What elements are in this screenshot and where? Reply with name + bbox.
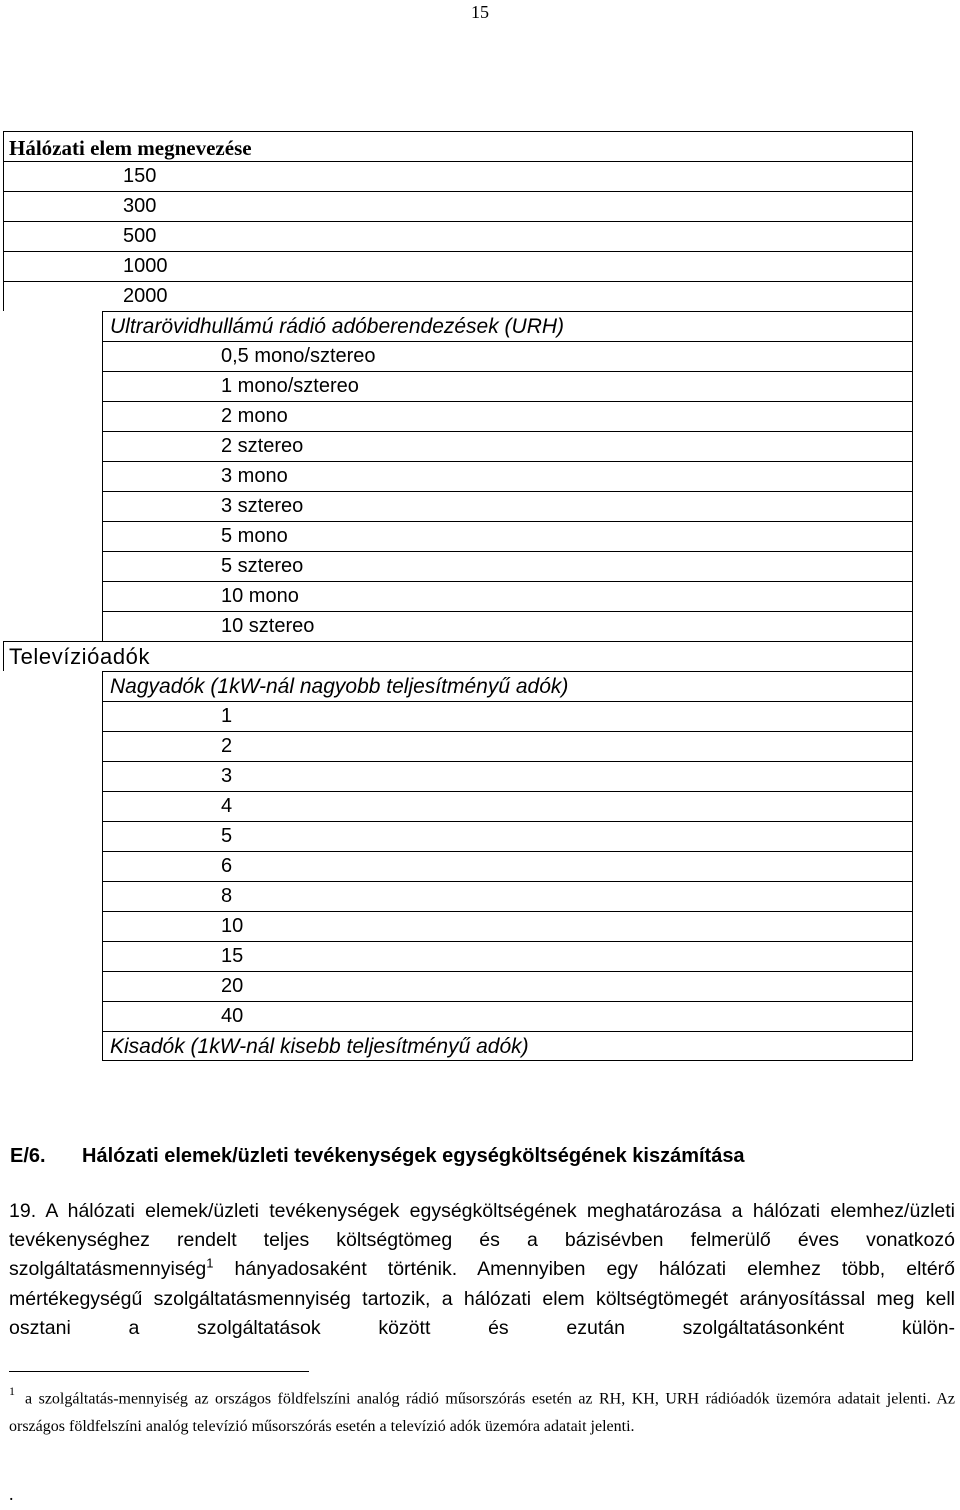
paragraph-text-start: 19. A hálózati elemek/üzleti tevékenységek egységköltségének meghatározása a hálózati elemhez/üzleti tevékenységhez rendelt teljes költségtömeg és a bázisévben felmerülő éves vonatkozó szolgáltatásmennyiség [9,1200,955,1281]
table-row [102,971,913,1001]
table-row [102,401,913,431]
table-cell: 1 [221,705,233,727]
table-cell: 3 mono [221,465,288,487]
table-cell: 20 [221,975,244,997]
table-row [102,731,913,761]
table-row [3,191,913,221]
table-cell: 5 mono [221,525,288,547]
table-row [102,431,913,461]
table-cell: 5 [221,825,233,847]
table-row [102,911,913,941]
table-row [102,611,913,641]
table-cell: 10 mono [221,585,299,607]
trailing-mark: . [9,1484,14,1504]
body-paragraph [9,1197,955,1343]
table-row [102,341,913,371]
table-row [3,161,913,191]
table-row [102,521,913,551]
table-row [3,281,913,311]
table-row [102,581,913,611]
table-cell: 1 mono/sztereo [221,375,359,397]
section-title: Hálózati elemek/üzleti tevékenységek egységköltségének kiszámítása [82,1145,745,1167]
page-number: 15 [471,2,489,22]
table-cell: 5 sztereo [221,555,304,577]
table-cell: 40 [221,1005,244,1027]
paragraph-text-end: hányadosaként történik. Amennyiben egy hálózati elemhez több, eltérő mértékegységű szolgáltatásmennyiség tartozik, a hálózati elem költségtömegét arányosítással meg kell osztani a szolgáltatások között és ezután szolgáltatásonként külön- [9,1258,955,1339]
table-cell: 4 [221,795,233,817]
table-row [102,1001,913,1031]
table-cell: 2 [221,735,233,757]
group-label: Ultrarövidhullámú rádió adóberendezések (URH) [110,315,565,338]
table-cell: 3 [221,765,233,787]
section-heading [10,1145,745,1168]
network-element-table [3,131,913,1061]
table-group-row [102,1031,913,1061]
table-row [102,821,913,851]
footnote-text: a szolgáltatás-mennyiség az országos földfelszíni analóg rádió műsorszórás esetén az RH, KH, URH rádióadók üzemóra adatait jelenti. Az országos földfelszíni analóg televízió műsorszórás esetén a televízió adók üzemóra adatait jelenti. [9,1390,955,1435]
table-cell: 300 [123,195,157,217]
table-cell: 15 [221,945,244,967]
table-section-row [3,641,913,671]
group-label: Kisadók (1kW-nál kisebb teljesítményű adók) [110,1035,529,1058]
footnote-reference[interactable]: 1 [206,1255,214,1271]
footnote-marker: 1 [9,1384,15,1398]
table-row [3,251,913,281]
table-cell: 10 sztereo [221,615,315,637]
table-cell: 3 sztereo [221,495,304,517]
table-row [102,371,913,401]
table-row [102,761,913,791]
table-header-label: Hálózati elem megnevezése [9,136,252,160]
section-label: Televízióadók [9,644,151,669]
table-cell: 500 [123,225,157,247]
table-cell: 150 [123,165,157,187]
table-cell: 2000 [123,285,168,307]
table-cell: 10 [221,915,244,937]
table-cell: 0,5 mono/sztereo [221,345,376,367]
table-row [102,791,913,821]
footnote-separator [9,1371,309,1372]
section-number: E/6. [10,1145,46,1167]
table-row [102,461,913,491]
table-row [102,551,913,581]
table-body [3,161,913,1061]
table-cell: 6 [221,855,233,877]
table-row [102,701,913,731]
table-group-row [102,671,913,701]
table-cell: 1000 [123,255,168,277]
table-cell: 8 [221,885,233,907]
footnote [9,1380,955,1441]
table-row [102,491,913,521]
table-row [102,851,913,881]
table-cell: 2 sztereo [221,435,304,457]
group-label: Nagyadók (1kW-nál nagyobb teljesítményű adók) [110,675,569,698]
table-header-row [3,131,913,161]
table-row [3,221,913,251]
table-row [102,881,913,911]
table-group-row [102,311,913,341]
table-row [102,941,913,971]
table-cell: 2 mono [221,405,288,427]
